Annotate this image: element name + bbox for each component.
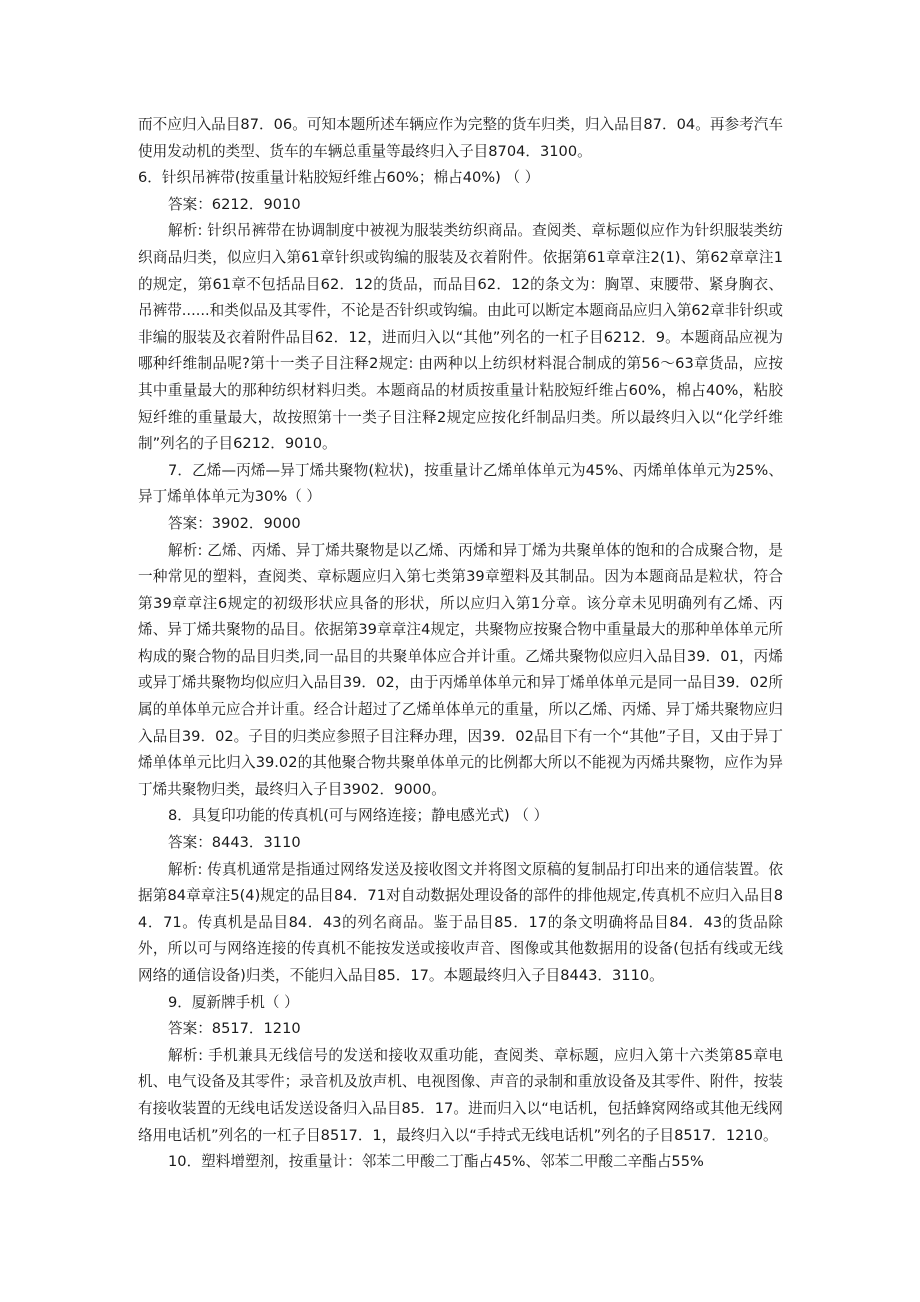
answer-6: 答案：6212．9010 [168,195,301,213]
analysis-6: 解析: 针织吊裤带在协调制度中被视为服装类纺织商品。查阅类、章标题似应作为针织服装类纺织商品归类，似应归入第61章针织或钩编的服装及衣着附件。依据第61章章注2(1)、第62章章注1的规定，第61章不包括品目62．12的货品，而品目62．12的条文为：胸罩、束腰带、紧身胸衣、吊裤带......和类似品及其零件，不论是否针织或钩编。由此可以断定本题商品应归入第62章非针织或非编的服装及衣着附件品目62．12，进而归入以“其他”列名的一杠子目6212．9。本题商品应视为哪种纤维制品呢?第十一类子目注释2规定: 由两种以上纺织材料混合制成的第56～63章货品，应按其中重量最大的那种纺织材料归类。本题商品的材质按重量计粘胶短纤维占60%，棉占40%，粘胶短纤维的重量最大，故按照第十一类子目注释2规定应按化纤制品归类。所以最终归入以“化学纤维制”列名的子目6212．9010。 [138,222,783,453]
paragraph-continuation: 而不应归入品目87．06。可知本题所述车辆应作为完整的货车归类，归入品目87．04。再参考汽车使用发动机的类型、货车的车辆总重量等最终归入子目8704．3100。 [138,116,783,160]
question-8: 8．具复印功能的传真机(可与网络连接；静电感光式) （ ） [168,807,549,825]
analysis-8: 解析: 传真机通常是指通过网络发送及接收图文并将图文原稿的复制品打印出来的通信装置。依据第84章章注5(4)规定的品目84．71对自动数据处理设备的部件的排他规定,传真机不应归入品目84．71。传真机是品目84．43的列名商品。鉴于品目85．17的条文明确将品目84．43的货品除外，所以可与网络连接的传真机不能按发送或接收声音、图像或其他数据用的设备(包括有线或无线网络的通信设备)归类，不能归入品目85．17。本题最终归入子目8443．3110。 [138,860,783,984]
document-body [138,112,783,1176]
answer-9: 答案：8517．1210 [168,1020,301,1038]
question-6: 6．针织吊裤带(按重量计粘胶短纤维占60%；棉占40%) （ ） [138,169,540,187]
question-10: 10．塑料增塑剂，按重量计：邻苯二甲酸二丁酯占45%、邻苯二甲酸二辛酯占55% [168,1153,704,1171]
question-7: 7．乙烯—丙烯—异丁烯共聚物(粒状)，按重量计乙烯单体单元为45%、丙烯单体单元为25%、异丁烯单体单元为30%（ ） [138,461,783,506]
analysis-7: 解析: 乙烯、丙烯、异丁烯共聚物是以乙烯、丙烯和异丁烯为共聚单体的饱和的合成聚合物，是一种常见的塑料，查阅类、章标题应归入第七类第39章塑料及其制品。因为本题商品是粒状，符合第39章章注6规定的初级形状应具备的形状，所以应归入第1分章。该分章未见明确列有乙烯、丙烯、异丁烯共聚物的品目。依据第39章章注4规定，共聚物应按聚合物中重量最大的那种单体单元所构成的聚合物的品目归类,同一品目的共聚单体应合并计重。乙烯共聚物似应归入品目39．01，丙烯或异丁烯共聚物均似应归入品目39．02，由于丙烯单体单元和异丁烯单体单元是同一品目39．02所属的单体单元应合并计重。经合计超过了乙烯单体单元的重量，所以乙烯、丙烯、异丁烯共聚物应归入品目39．02。子目的归类应参照子目注释办理，因39．02品目下有一个“其他”子目，又由于异丁烯单体单元比归入39.02的其他聚合物共聚单体单元的比例都大所以不能视为丙烯共聚物，应作为异丁烯共聚物归类，最终归入子目3902．9000。 [138,541,783,798]
analysis-9: 解析: 手机兼具无线信号的发送和接收双重功能，查阅类、章标题，应归入第十六类第85章电机、电气设备及其零件；录音机及放声机、电视图像、声音的录制和重放设备及其零件、附件，按装有接收装置的无线电话发送设备归入品目85．17。进而归入以“电话机，包括蜂窝网络或其他无线网络用电话机”列名的一杠子目8517．1，最终归入以“手持式无线电话机”列名的子目8517．1210。 [138,1046,783,1144]
question-9: 9．厦新牌手机（ ） [168,993,299,1011]
answer-7: 答案：3902．9000 [168,514,301,532]
answer-8: 答案：8443．3110 [168,834,301,852]
